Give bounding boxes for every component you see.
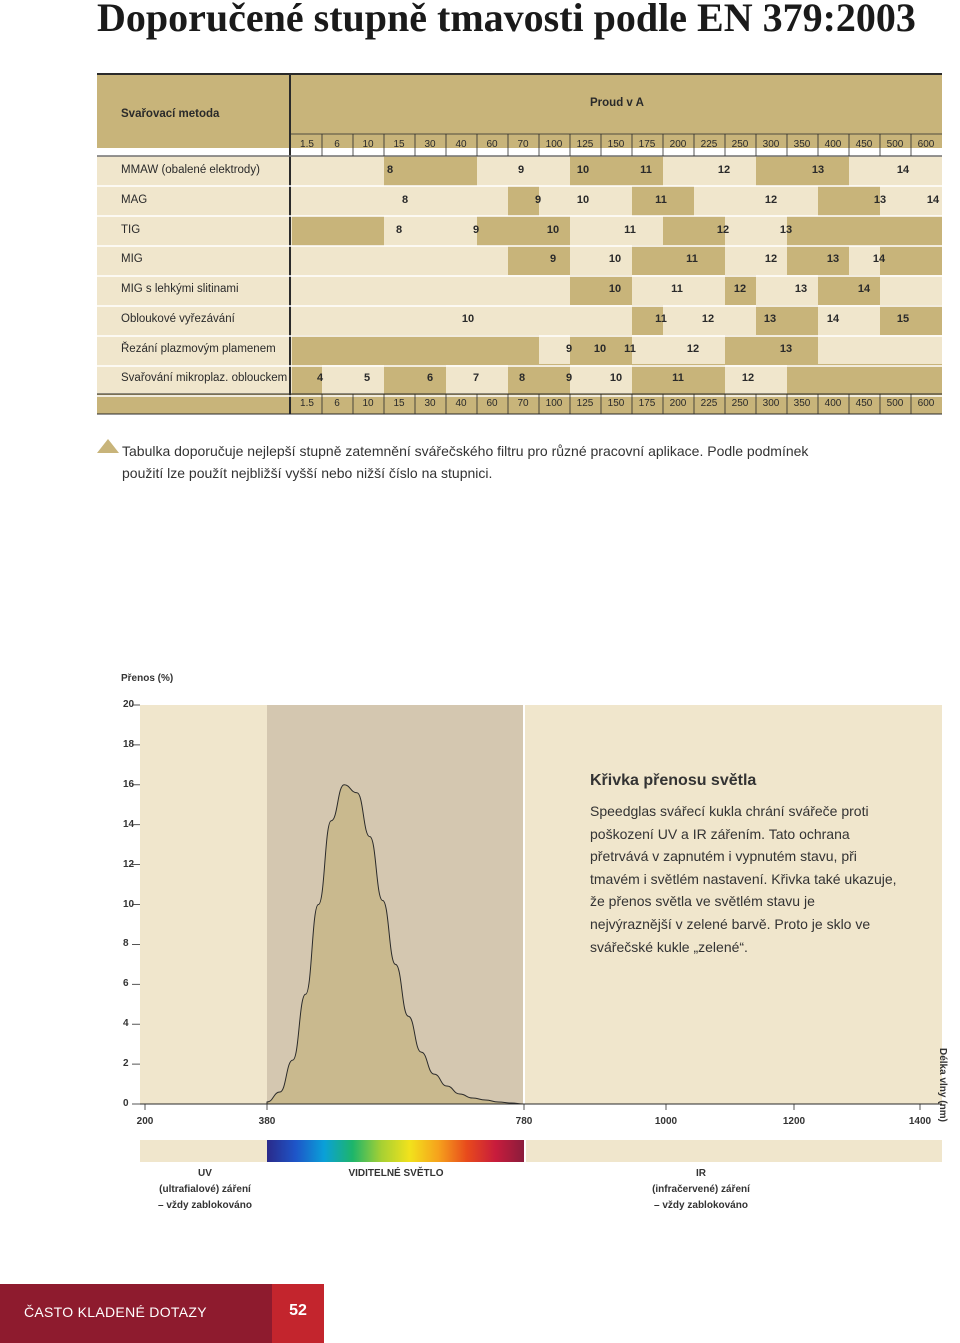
current-value-top: 450 bbox=[855, 139, 873, 150]
shade-number: 9 bbox=[534, 194, 542, 206]
shade-number: 10 bbox=[608, 253, 622, 265]
shade-number: 9 bbox=[565, 372, 573, 384]
uv-title: UV bbox=[198, 1168, 212, 1179]
shade-number: 13 bbox=[779, 224, 793, 236]
shade-number: 13 bbox=[794, 283, 808, 295]
current-value-bottom: 60 bbox=[486, 398, 498, 409]
y-tick-label: 18 bbox=[123, 738, 135, 750]
current-value-bottom: 125 bbox=[576, 398, 594, 409]
y-tick-label: 4 bbox=[123, 1018, 129, 1030]
y-tick-label: 14 bbox=[123, 818, 135, 830]
current-value-top: 500 bbox=[886, 139, 904, 150]
x-tick-label: 380 bbox=[258, 1116, 276, 1127]
current-value-bottom: 10 bbox=[362, 398, 374, 409]
shade-number: 10 bbox=[461, 313, 475, 325]
current-value-bottom: 70 bbox=[517, 398, 529, 409]
current-value-bottom: 225 bbox=[700, 398, 718, 409]
current-value-bottom: 1.5 bbox=[300, 398, 314, 409]
shade-number: 10 bbox=[576, 164, 590, 176]
shade-number: 13 bbox=[763, 313, 777, 325]
current-value-top: 100 bbox=[545, 139, 563, 150]
shade-number: 10 bbox=[546, 224, 560, 236]
x-tick-label: 200 bbox=[136, 1116, 154, 1127]
shade-number: 12 bbox=[716, 224, 730, 236]
current-value-bottom: 150 bbox=[607, 398, 625, 409]
current-value-bottom: 30 bbox=[424, 398, 436, 409]
current-value-bottom: 400 bbox=[824, 398, 842, 409]
chart-y-axis-title: Přenos (%) bbox=[121, 673, 174, 684]
current-value-bottom: 250 bbox=[731, 398, 749, 409]
shade-number: 8 bbox=[401, 194, 409, 206]
current-value-bottom: 15 bbox=[393, 398, 405, 409]
current-header: Proud v A bbox=[590, 97, 644, 109]
shade-number: 14 bbox=[872, 253, 886, 265]
current-value-top: 250 bbox=[731, 139, 749, 150]
curve-description: Speedglas svářecí kukla chrání svářeče proti poškození UV a IR zářením. Tato ochrana přetrvává v zapnutém i vypnutém stavu, při tmavém i světlém nastavení. Křivka také ukazuje, že přenos světla ve světlém stavu je nejvýraznější v zelené barvě. Proto je sklo ve svářečské kukle „zelené“. bbox=[590, 803, 897, 955]
row-label: MMAW (obalené elektrody) bbox=[121, 164, 260, 176]
current-value-top: 1.5 bbox=[300, 139, 314, 150]
shade-number: 11 bbox=[672, 372, 684, 384]
current-value-bottom: 350 bbox=[793, 398, 811, 409]
shade-number: 13 bbox=[779, 343, 793, 355]
y-tick-label: 16 bbox=[123, 778, 135, 790]
uv-band bbox=[140, 1140, 267, 1162]
x-tick-label: 1000 bbox=[654, 1116, 678, 1127]
ir-line1: (infračervené) záření bbox=[652, 1184, 750, 1195]
shade-number: 11 bbox=[640, 164, 652, 176]
shade-number: 9 bbox=[565, 343, 573, 355]
chart-region bbox=[140, 705, 267, 1104]
ir-band bbox=[526, 1140, 942, 1162]
row-label: Řezání plazmovým plamenem bbox=[121, 343, 276, 355]
y-tick-label: 0 bbox=[123, 1098, 129, 1109]
shade-number: 9 bbox=[517, 164, 525, 176]
current-value-top: 225 bbox=[700, 139, 718, 150]
y-tick-label: 12 bbox=[123, 858, 135, 870]
shade-number: 10 bbox=[608, 283, 622, 295]
shade-number: 6 bbox=[426, 372, 434, 384]
footer-section-title: ČASTO KLADENÉ DOTAZY bbox=[24, 1304, 207, 1320]
shade-number: 12 bbox=[764, 253, 778, 265]
current-value-top: 175 bbox=[638, 139, 656, 150]
shade-number: 11 bbox=[655, 313, 667, 325]
shade-number: 9 bbox=[472, 224, 480, 236]
shade-number: 12 bbox=[764, 194, 778, 206]
current-value-bottom: 175 bbox=[638, 398, 656, 409]
shade-number: 11 bbox=[624, 343, 636, 355]
current-value-top: 10 bbox=[362, 139, 374, 150]
x-tick-label: 1400 bbox=[908, 1116, 932, 1127]
visible-band-label bbox=[316, 1166, 476, 1182]
chart-x-axis-title: Délka vlny (nm) bbox=[937, 1048, 948, 1122]
current-value-top: 125 bbox=[576, 139, 594, 150]
ir-title: IR bbox=[696, 1168, 706, 1179]
x-tick-label: 780 bbox=[515, 1116, 533, 1127]
shade-number: 11 bbox=[686, 253, 698, 265]
uv-line1: (ultrafialové) záření bbox=[159, 1184, 251, 1195]
shade-number: 11 bbox=[624, 224, 636, 236]
shade-number: 9 bbox=[549, 253, 557, 265]
current-value-bottom: 450 bbox=[855, 398, 873, 409]
visible-spectrum-band bbox=[267, 1140, 524, 1162]
current-value-top: 150 bbox=[607, 139, 625, 150]
table-caption: Tabulka doporučuje nejlepší stupně zatemnění svářečského filtru pro různé pracovní aplikace. Podle podmínek použití lze použít nejbližší vyšší nebo nižší číslo na stupnici. bbox=[122, 443, 809, 481]
shade-number: 12 bbox=[733, 283, 747, 295]
current-value-top: 400 bbox=[824, 139, 842, 150]
shade-number: 12 bbox=[686, 343, 700, 355]
current-value-bottom: 40 bbox=[455, 398, 467, 409]
ir-line2: – vždy zablokováno bbox=[654, 1200, 748, 1211]
page-title: Doporučené stupně tmavosti podle EN 379:2003 bbox=[97, 0, 916, 40]
uv-line2: – vždy zablokováno bbox=[158, 1200, 252, 1211]
row-label: MAG bbox=[121, 194, 148, 206]
shade-number: 8 bbox=[395, 224, 403, 236]
current-value-bottom: 100 bbox=[545, 398, 563, 409]
shade-number: 7 bbox=[472, 372, 480, 384]
row-label: TIG bbox=[121, 224, 141, 236]
curve-heading: Křivka přenosu světla bbox=[590, 772, 757, 789]
current-value-top: 30 bbox=[424, 139, 436, 150]
shade-number: 14 bbox=[826, 313, 840, 325]
ir-band-label bbox=[626, 1166, 776, 1214]
uv-band-label bbox=[130, 1166, 280, 1214]
visible-title: VIDITELNÉ SVĚTLO bbox=[348, 1168, 444, 1179]
shade-number: 5 bbox=[363, 372, 371, 384]
row-label: MIG s lehkými slitinami bbox=[121, 283, 239, 295]
shade-number: 13 bbox=[873, 194, 887, 206]
shade-number: 8 bbox=[386, 164, 394, 176]
shade-number: 11 bbox=[655, 194, 667, 206]
shade-number: 10 bbox=[593, 343, 607, 355]
current-value-top: 350 bbox=[793, 139, 811, 150]
current-value-top: 15 bbox=[393, 139, 405, 150]
current-value-bottom: 600 bbox=[917, 398, 935, 409]
current-value-bottom: 500 bbox=[886, 398, 904, 409]
current-value-top: 6 bbox=[334, 139, 340, 150]
current-value-top: 70 bbox=[517, 139, 529, 150]
shade-number: 10 bbox=[609, 372, 623, 384]
shade-number: 14 bbox=[896, 164, 910, 176]
shade-number: 12 bbox=[741, 372, 755, 384]
shade-number: 4 bbox=[316, 372, 324, 384]
row-label: Svařování mikroplaz. oblouckem bbox=[121, 372, 288, 384]
shade-number: 11 bbox=[671, 283, 683, 295]
shade-number: 10 bbox=[576, 194, 590, 206]
shade-number: 8 bbox=[518, 372, 526, 384]
y-tick-label: 20 bbox=[123, 699, 135, 710]
shade-number: 15 bbox=[896, 313, 910, 325]
footer-page-number: 52 bbox=[289, 1302, 307, 1319]
current-value-bottom: 200 bbox=[669, 398, 687, 409]
current-value-top: 200 bbox=[669, 139, 687, 150]
x-tick-label: 1200 bbox=[782, 1116, 806, 1127]
shade-number: 12 bbox=[717, 164, 731, 176]
row-label: MIG bbox=[121, 253, 143, 265]
current-value-top: 600 bbox=[917, 139, 935, 150]
current-value-top: 60 bbox=[486, 139, 498, 150]
y-tick-label: 8 bbox=[123, 938, 129, 950]
current-value-top: 40 bbox=[455, 139, 467, 150]
row-label: Obloukové vyřezávání bbox=[121, 313, 235, 325]
y-tick-label: 10 bbox=[123, 898, 135, 910]
current-value-bottom: 300 bbox=[762, 398, 780, 409]
current-value-top: 300 bbox=[762, 139, 780, 150]
y-tick-label: 2 bbox=[123, 1058, 129, 1070]
shade-number: 14 bbox=[926, 194, 940, 206]
shade-number: 12 bbox=[701, 313, 715, 325]
shade-number: 13 bbox=[811, 164, 825, 176]
y-tick-label: 6 bbox=[123, 978, 129, 990]
method-header: Svařovací metoda bbox=[121, 108, 220, 120]
shade-number: 14 bbox=[857, 283, 871, 295]
current-value-bottom: 6 bbox=[334, 398, 340, 409]
shade-number: 13 bbox=[826, 253, 840, 265]
